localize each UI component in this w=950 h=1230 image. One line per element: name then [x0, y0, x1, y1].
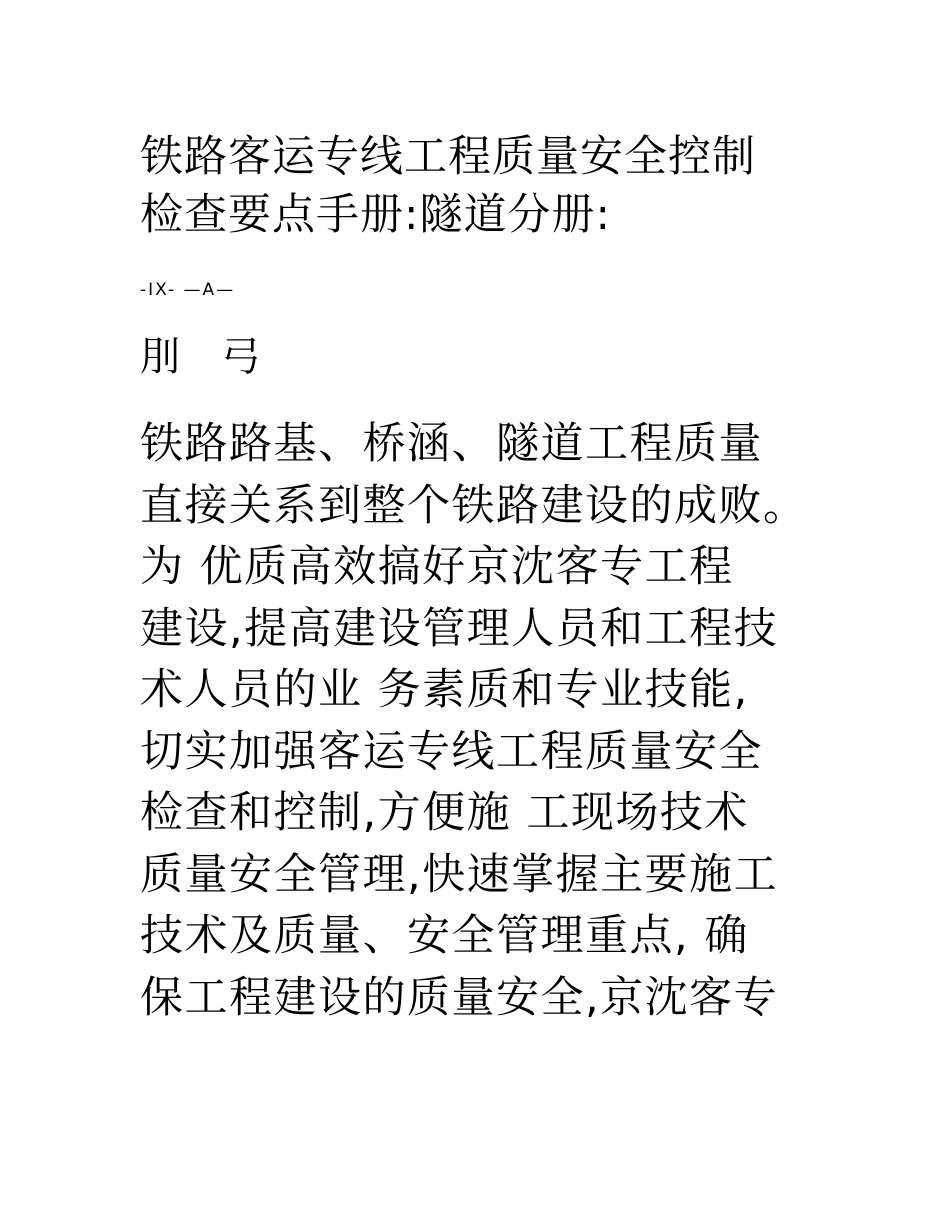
title-line: 检查要点手册:隧道分册:: [140, 190, 611, 240]
document-subtitle: -IX- —A—: [140, 280, 236, 300]
paragraph-line: 为 优质高效搞好京沈客专工程: [140, 542, 734, 592]
paragraph-line: 切实加强客运专线工程质量安全: [140, 726, 763, 777]
body-paragraph: [140, 414, 860, 1029]
paragraph-line: 检查和控制,方便施 工现场技术: [140, 788, 749, 838]
paragraph-line: 建设,提高建设管理人员和工程技: [140, 603, 779, 654]
document-title: [140, 128, 840, 244]
paragraph-line: 铁路路基、桥涵、隧道工程质量: [140, 419, 763, 469]
paragraph-line: 术人员的业 务素质和专业技能,: [140, 665, 749, 715]
paragraph-line: 技术及质量、安全管理重点, 确: [140, 911, 749, 961]
paragraph-line: 保工程建设的质量安全,京沈客专: [140, 972, 779, 1023]
title-line: 铁路客运专线工程质量安全控制: [140, 132, 756, 182]
paragraph-line: 质量安全管理,快速掌握主要施工: [140, 849, 779, 900]
paragraph-line: 直接关系到整个铁路建设的成败。: [140, 480, 808, 531]
section-heading: 刖 弓: [140, 334, 275, 380]
